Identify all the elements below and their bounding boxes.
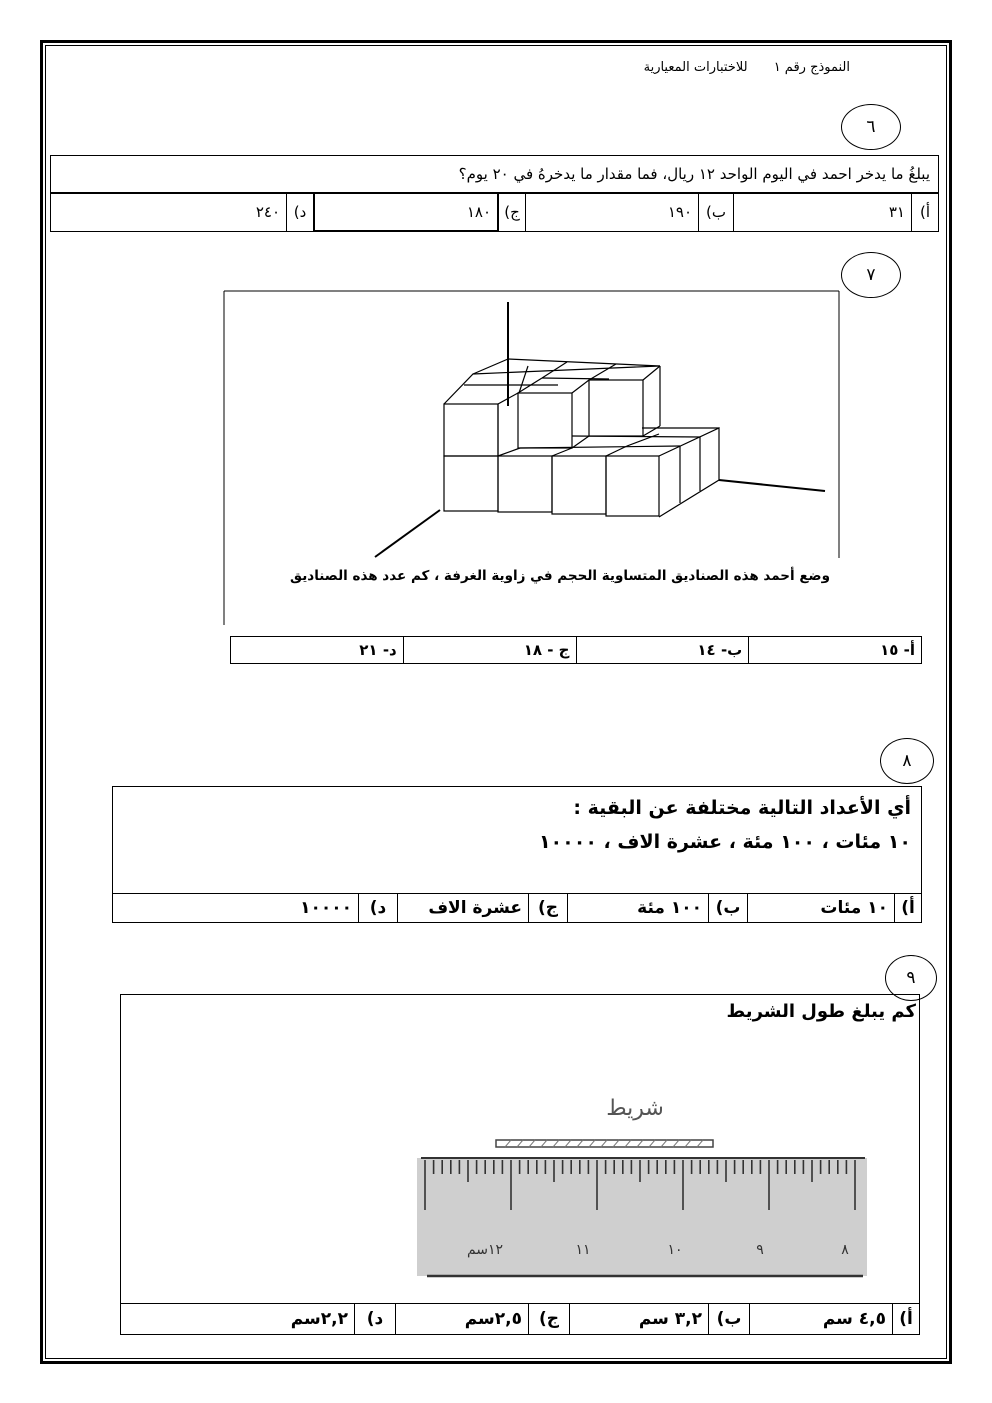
q8-option-d[interactable]: ١٠٠٠٠ xyxy=(113,894,359,923)
q8-option-a-letter[interactable]: أ) xyxy=(895,894,922,923)
q7-options xyxy=(230,636,922,664)
q9-option-c-letter[interactable]: ج) xyxy=(529,1304,570,1335)
ruler-label-8: ٨ xyxy=(841,1242,849,1258)
q9-question: كم يبلغ طول الشريط xyxy=(726,1001,916,1022)
ruler-label-9: ٩ xyxy=(756,1242,764,1258)
q9-option-d-letter[interactable]: د) xyxy=(355,1304,396,1335)
q6-option-b-letter[interactable]: ب) xyxy=(699,193,734,231)
q8-option-a[interactable]: ١٠ مئات xyxy=(748,894,895,923)
q7-option-d[interactable]: د- ٢١ xyxy=(231,637,404,664)
q9-option-b-letter[interactable]: ب) xyxy=(709,1304,750,1335)
q8-option-c[interactable]: عشرة الاف xyxy=(398,894,529,923)
q7-option-a[interactable]: أ- ١٥ xyxy=(749,637,922,664)
q9-option-a[interactable]: ٤,٥ سم xyxy=(750,1304,893,1335)
question-number-7: ٧ xyxy=(841,252,901,298)
q8-question-line1: أي الأعداد التالية مختلفة عن البقية : xyxy=(573,797,911,819)
q6-option-d-letter[interactable]: د) xyxy=(287,193,315,231)
ruler-figure xyxy=(415,1135,875,1285)
ruler-body xyxy=(417,1158,867,1276)
q7-option-b[interactable]: ب- ١٤ xyxy=(576,637,749,664)
q8-option-b[interactable]: ١٠٠ مئة xyxy=(568,894,709,923)
q9-option-d[interactable]: ٢,٢سم xyxy=(121,1304,355,1335)
q8-question-box xyxy=(112,786,922,894)
q7-question: وضع أحمد هذه الصناديق المتساوية الحجم في زاوية الغرفة ، كم عدد هذه الصناديق xyxy=(290,568,830,584)
header-title: للاختبارات المعيارية xyxy=(643,60,748,75)
q9-options xyxy=(120,1303,920,1335)
q9-option-b[interactable]: ٣,٢ سم xyxy=(570,1304,709,1335)
q6-option-a[interactable]: ٣١ xyxy=(734,193,912,231)
ruler-label-10: ١٠ xyxy=(667,1242,683,1258)
page-header xyxy=(560,60,850,75)
strip-label: شريط xyxy=(606,1096,664,1121)
q8-question-line2: ١٠ مئات ، ١٠٠ مئة ، عشرة الاف ، ١٠٠٠٠ xyxy=(538,831,911,853)
ruler-label-11: ١١ xyxy=(575,1242,591,1258)
q6-option-a-letter[interactable]: أ) xyxy=(912,193,939,231)
q6-question: يبلغُ ما يدخر احمد في اليوم الواحد ١٢ ريال، فما مقدار ما يدخرهُ في ٢٠ يوم؟ xyxy=(50,155,939,193)
q8-options xyxy=(112,893,922,923)
q8-option-b-letter[interactable]: ب) xyxy=(709,894,748,923)
q8-option-c-letter[interactable]: ج) xyxy=(529,894,568,923)
q7-option-c[interactable]: ج - ١٨ xyxy=(403,637,576,664)
q6-option-d[interactable]: ٢٤٠ xyxy=(51,193,287,231)
q6-option-b[interactable]: ١٩٠ xyxy=(526,193,699,231)
q6-options xyxy=(50,192,939,232)
question-number-8: ٨ xyxy=(880,738,934,784)
q8-option-d-letter[interactable]: د) xyxy=(359,894,398,923)
q9-option-a-letter[interactable]: أ) xyxy=(893,1304,920,1335)
q6-option-c-letter[interactable]: ج) xyxy=(498,193,526,231)
ruler-label-12: ١٢سم xyxy=(466,1242,504,1258)
q6-option-c[interactable]: ١٨٠ xyxy=(314,193,498,231)
question-number-6: ٦ xyxy=(841,104,901,150)
question-number-9: ٩ xyxy=(885,955,937,1001)
header-model: النموذج رقم ١ xyxy=(773,60,850,75)
q9-option-c[interactable]: ٢,٥سم xyxy=(396,1304,529,1335)
